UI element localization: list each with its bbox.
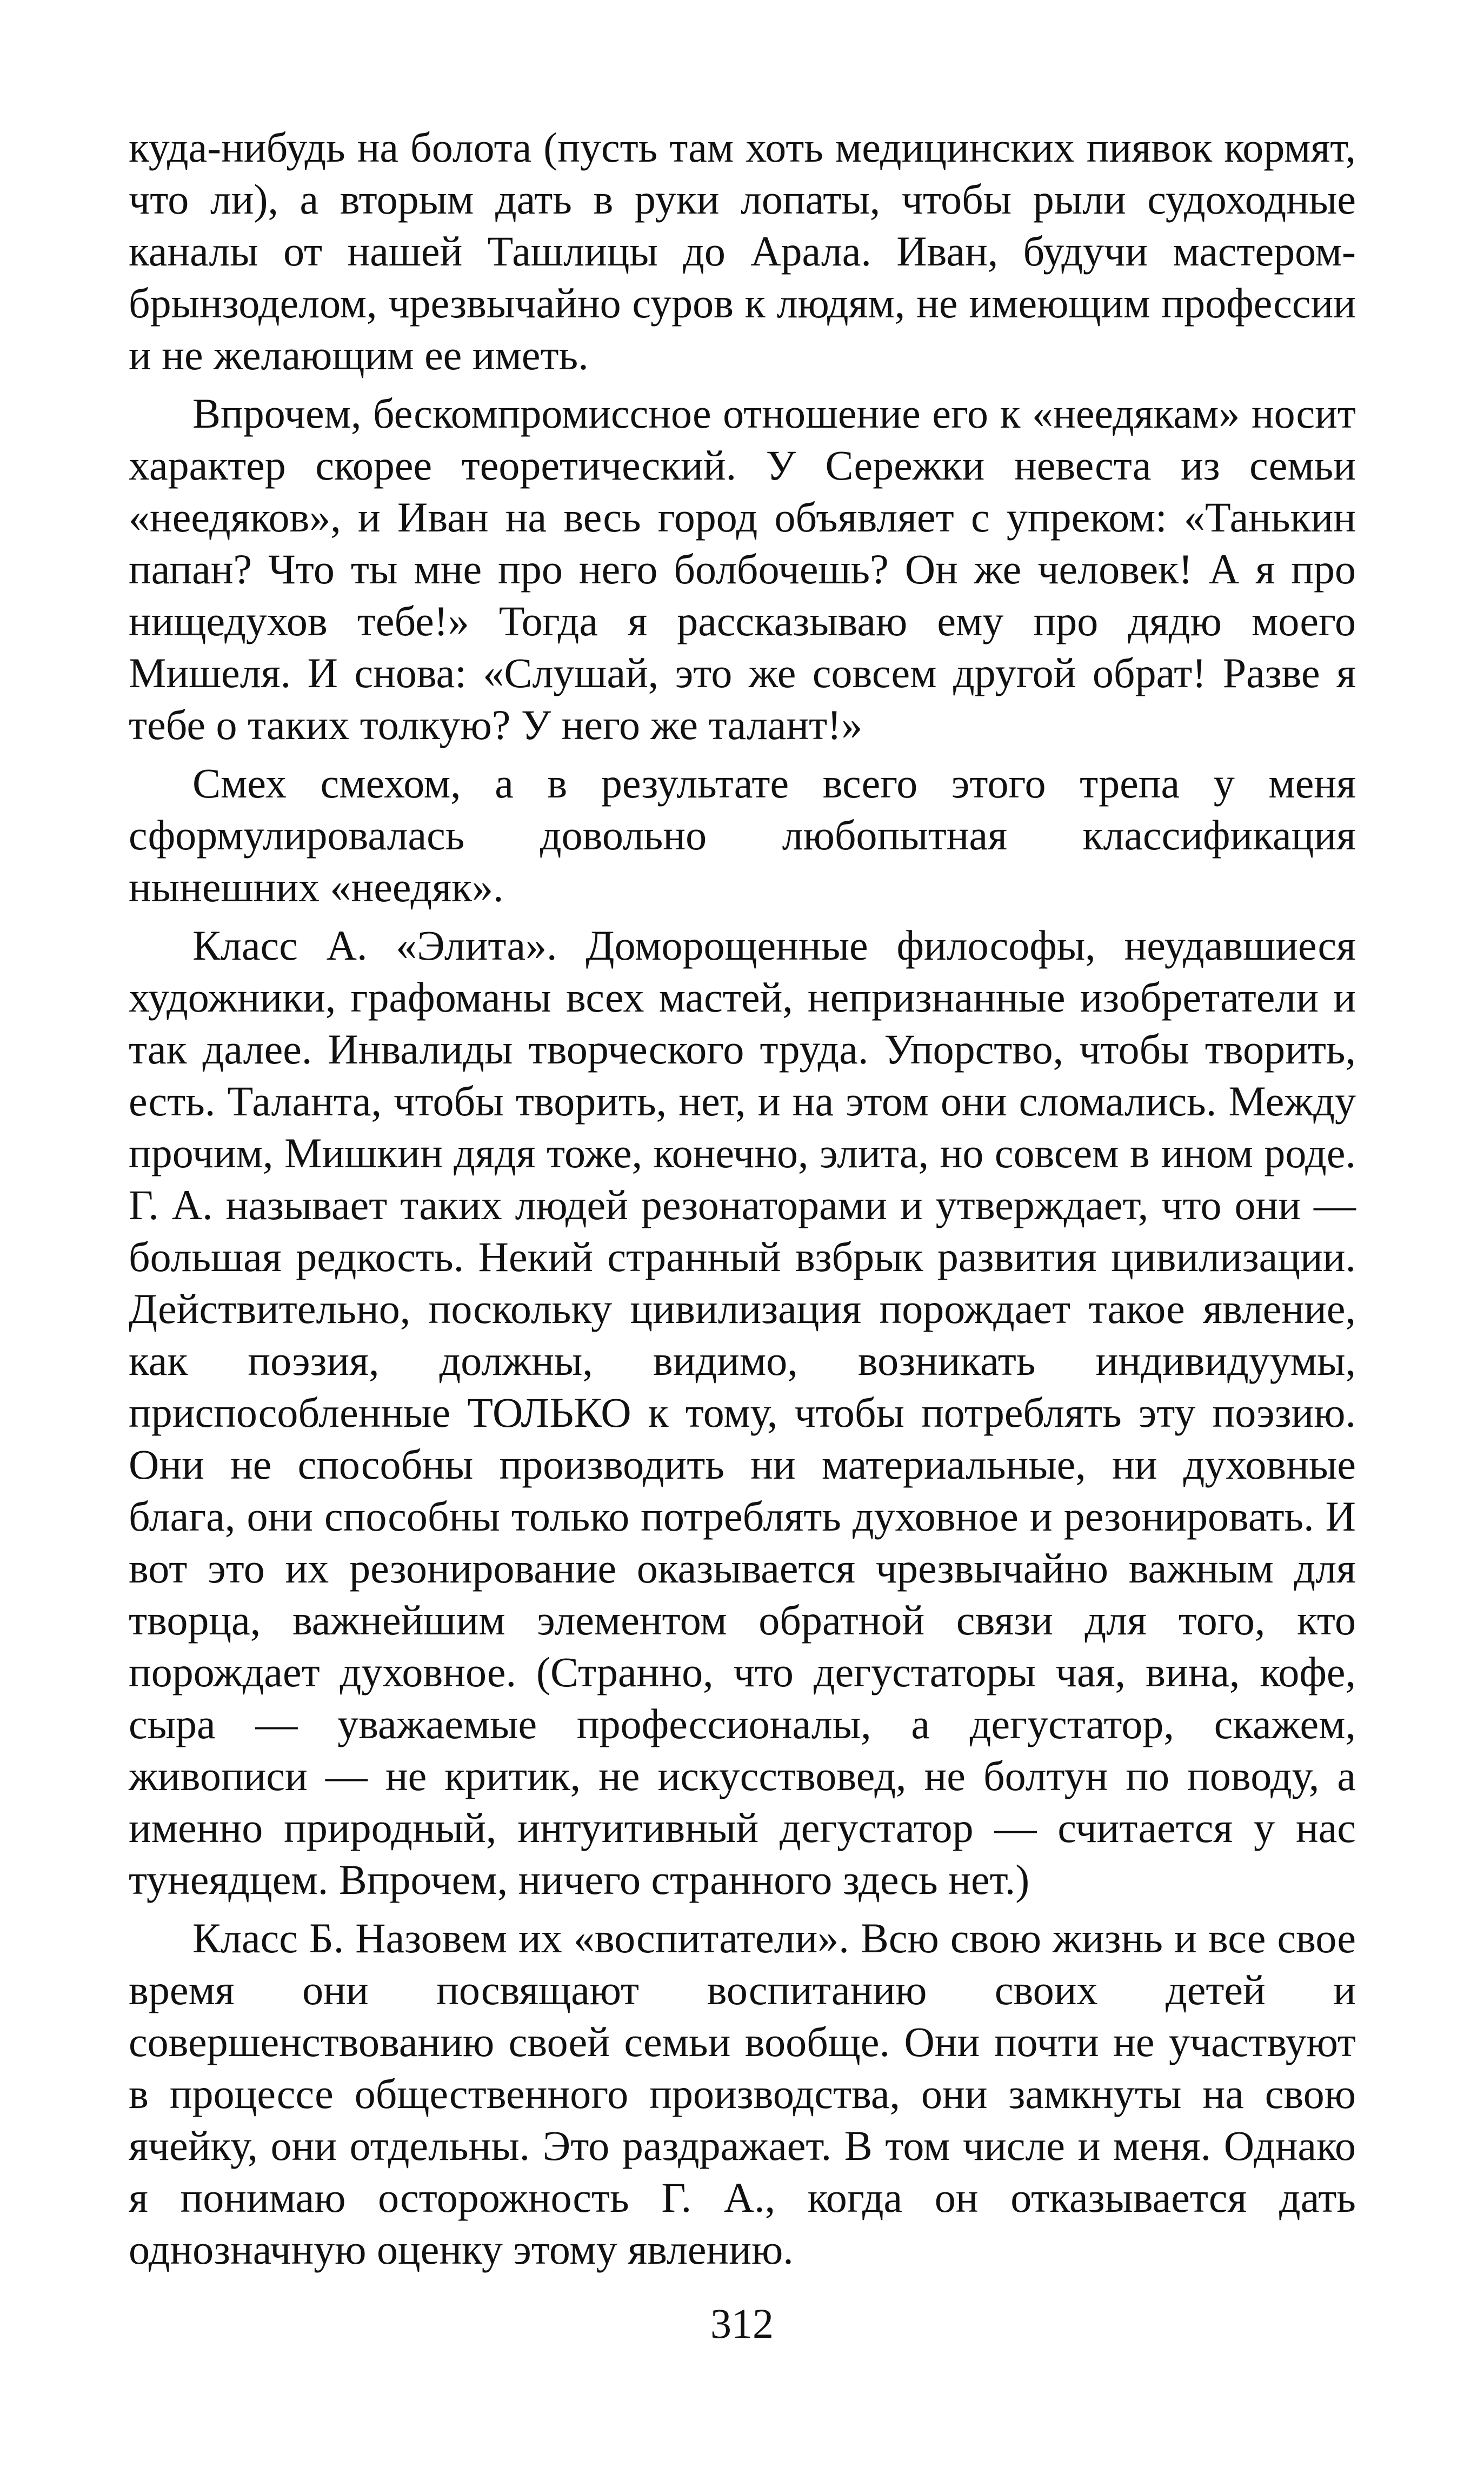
paragraph-continuation: куда-нибудь на болота (пусть там хоть медицинских пиявок кормят, что ли), а вторым дать в руки лопаты, чтобы рыли судоходные каналы от нашей Ташлицы до Арала. Иван, будучи мастером-брынзоделом, чрезвычайно суров к людям, не имеющим профессии и не желающим ее иметь. [129, 124, 1356, 378]
paragraph-classification-intro: Смех смехом, а в результате всего этого трепа у меня сформулировалась довольно любопытная классификация нынешних «неедяк». [129, 760, 1356, 910]
paragraph-ivan-attitude: Впрочем, бескомпромиссное отношение его к «неедякам» носит характер скорее теоретический. У Сережки невеста из семьи «неедяков», и Иван на весь город объявляет с упреком: «Танькин папан? Что ты мне про него болбочешь? Он же человек! А я про нищедухов тебе!» Тогда я рассказываю ему про дядю моего Мишеля. И снова: «Слушай, это же совсем другой обрат! Разве я тебе о таких толкую? У него же талант!» [129, 390, 1356, 748]
paragraph-class-a: Класс А. «Элита». Доморощенные философы, неудавшиеся художники, графоманы всех мастей, непризнанные изобретатели и так далее. Инвалиды творческого труда. Упорство, чтобы творить, есть. Таланта, чтобы творить, нет, и на этом они сломались. Между прочим, Мишкин дядя тоже, конечно, элита, но совсем в ином роде. Г. А. называет таких людей резонаторами и утверждает, что они — большая редкость. Некий странный взбрык развития цивилизации. Действительно, поскольку цивилизация порождает такое явление, как поэзия, должны, видимо, возникать индивидуумы, приспособленные ТОЛЬКО к тому, чтобы потреблять эту поэзию. Они не способны производить ни материальные, ни духовные блага, они способны только потреблять духовное и резонировать. И вот это их резонирование оказывается чрезвычайно важным для творца, важнейшим элементом обратной связи для того, кто порождает духовное. (Странно, что дегустаторы чая, вина, кофе, сыра — уважаемые профессионалы, а дегустатор, скажем, живописи — не критик, не искусствовед, не болтун по поводу, а именно природный, интуитивный дегустатор — считается у нас тунеядцем. Впрочем, ничего странного здесь нет.) [129, 922, 1356, 1903]
page-number: 312 [710, 2300, 774, 2347]
page-body [129, 122, 1356, 2276]
paragraph-class-b: Класс Б. Назовем их «воспитатели». Всю свою жизнь и все свое время они посвящают воспитанию своих детей и совершенствованию своей семьи вообще. Они почти не участвуют в процессе общественного производства, они замкнуты на свою ячейку, они отдельны. Это раздражает. В том числе и меня. Однако я понимаю осторожность Г. А., когда он отказывается дать однозначную оценку этому явлению. [129, 1914, 1356, 2273]
